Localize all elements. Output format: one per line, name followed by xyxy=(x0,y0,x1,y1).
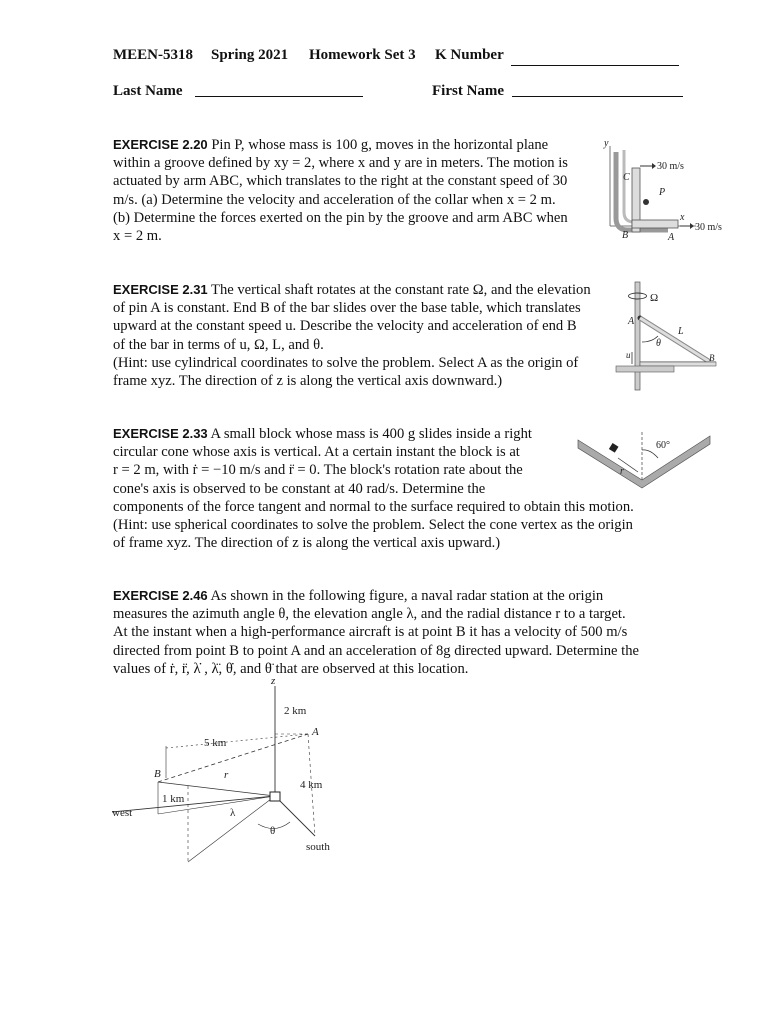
text-line: values of ṙ, r̈, λ̇ , λ̈, θ̇, and θ̈ that are observed at this location. xyxy=(113,660,469,677)
text-line: As shown in the following figure, a naval radar station at the origin xyxy=(210,588,604,604)
path-b-to-a xyxy=(158,734,308,782)
text-line: within a groove defined by xy = 2, where x and y are in meters. The motion is xyxy=(113,155,568,172)
figure-radar xyxy=(110,674,370,884)
text-line: At the instant when a high-performance aircraft is at point B it has a velocity of 500 m/s xyxy=(113,624,628,641)
fig-speed-right: 30 m/s xyxy=(695,222,722,233)
fig-label-y: y xyxy=(604,138,609,149)
text-line: cone's axis is observed to be constant at 40 rad/s. Determine the xyxy=(113,480,486,497)
fig-label-angle: 60° xyxy=(656,440,670,451)
west-axis xyxy=(112,796,275,812)
text-line: x = 2 m. xyxy=(113,228,162,245)
exercise-label: EXERCISE 2.33 xyxy=(113,426,208,441)
text-line: (Hint: use spherical coordinates to solve the problem. Select the cone vertex as the origin xyxy=(113,517,633,534)
base-table xyxy=(640,362,716,366)
text-line: Pin P, whose mass is 100 g, moves in the horizontal plane xyxy=(211,137,549,153)
text-line: (b) Determine the forces exerted on the pin by the groove and arm ABC when xyxy=(113,209,568,226)
fig-label-u: u xyxy=(626,350,631,360)
fig-label-z: z xyxy=(271,675,276,687)
block xyxy=(609,443,619,453)
fig-label-p: P xyxy=(659,187,666,198)
vertical-shaft xyxy=(635,282,640,390)
term: Spring 2021 xyxy=(211,47,289,63)
fig-label-c: C xyxy=(623,172,630,183)
text-line: of frame xyz. The direction of z is along the vertical axis upward.) xyxy=(113,535,501,552)
k-number-label: K Number xyxy=(435,47,504,63)
exercise-label: EXERCISE 2.31 xyxy=(113,282,208,297)
first-name-label: First Name xyxy=(432,83,505,99)
fig-label-omega: Ω xyxy=(650,292,659,304)
figure-rotating-shaft xyxy=(612,280,722,395)
text-line: A small block whose mass is 400 g slides inside a right xyxy=(210,426,532,442)
fig-label-a: A xyxy=(312,726,319,738)
fig-label-5km: 5 km xyxy=(204,737,227,749)
text-line: components of the force tangent and normal to the surface required to obtain this motion. xyxy=(113,498,634,515)
fig-label-a: A xyxy=(668,232,675,243)
text-line: of the bar in terms of u, Ω, L, and θ. xyxy=(113,336,324,353)
arm-horizontal xyxy=(632,220,678,228)
exercise-label: EXERCISE 2.46 xyxy=(113,588,208,603)
radar-station-icon xyxy=(270,792,280,801)
last-name-blank[interactable] xyxy=(195,96,363,97)
course-code: MEEN-5318 xyxy=(113,47,193,63)
fig-label-south: south xyxy=(306,841,330,853)
fig-label-r: r xyxy=(224,769,229,781)
exercise-label: EXERCISE 2.20 xyxy=(113,137,208,152)
text-line: m/s. (a) Determine the velocity and acceleration of the collar when x = 2 m. xyxy=(113,191,556,208)
south-axis xyxy=(275,796,315,836)
first-name-blank[interactable] xyxy=(512,96,683,97)
text-line: frame xyz. The direction of z is along the vertical axis downward.) xyxy=(113,373,503,390)
fig-speed-top: 30 m/s xyxy=(657,161,684,172)
fig-label-theta: θ xyxy=(656,338,661,349)
last-name-label: Last Name xyxy=(113,83,183,99)
fig-label-2km: 2 km xyxy=(284,705,307,717)
fig-label-theta: θ xyxy=(270,825,276,837)
fig-label-r: r xyxy=(620,466,624,477)
text-line: circular cone whose axis is vertical. At a certain instant the block is at xyxy=(113,444,520,461)
exercise-2-46 xyxy=(113,587,673,678)
exercise-2-20 xyxy=(113,136,593,245)
fig-label-a: A xyxy=(628,316,635,327)
assignment-title: Homework Set 3 xyxy=(309,47,416,63)
exercise-2-31 xyxy=(113,281,603,390)
text-line: of pin A is constant. End B of the bar slides over the base table, which translates xyxy=(113,300,581,317)
fig-label-b: B xyxy=(709,353,715,363)
text-line: upward at the constant speed u. Describe the velocity and acceleration of end B xyxy=(113,318,577,335)
text-line: (Hint: use cylindrical coordinates to solve the problem. Select A as the origin of xyxy=(113,354,579,371)
figure-groove-arm xyxy=(596,138,736,248)
bottom-support xyxy=(616,366,674,372)
fig-label-1km: 1 km xyxy=(162,793,185,805)
figure-cone xyxy=(576,428,716,498)
text-line: actuated by arm ABC, which translates to the right at the constant speed of 30 xyxy=(113,173,568,190)
text-line: The vertical shaft rotates at the constant rate Ω, and the elevation xyxy=(211,282,591,298)
fig-label-lambda: λ xyxy=(230,807,236,819)
fig-label-x: x xyxy=(680,212,685,223)
fig-label-west: west xyxy=(112,807,133,819)
k-number-blank[interactable] xyxy=(511,65,679,66)
fig-label-b: B xyxy=(622,230,629,241)
cone-surface xyxy=(578,436,710,488)
fig-label-4km: 4 km xyxy=(300,779,323,791)
fig-label-b: B xyxy=(154,768,161,780)
text-line: measures the azimuth angle θ, the elevation angle λ, and the radial distance r to a target. xyxy=(113,606,626,623)
pin-p xyxy=(643,199,649,205)
text-line: directed from point B to point A and an acceleration of 8g directed upward. Determine the xyxy=(113,642,640,659)
text-line: r = 2 m, with ṙ = −10 m/s and r̈ = 0. The block's rotation rate about the xyxy=(113,462,523,479)
fig-label-l: L xyxy=(678,326,684,337)
